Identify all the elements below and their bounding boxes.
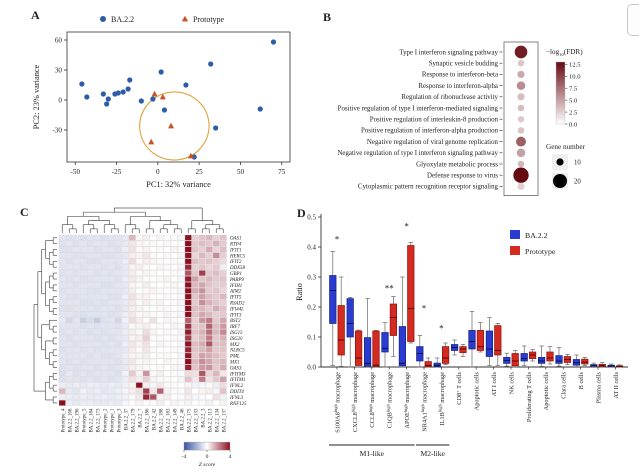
prototype-point xyxy=(148,139,154,145)
svg-text:30: 30 xyxy=(54,66,62,75)
panel-b-go-dotplot xyxy=(316,6,639,202)
ba22-point xyxy=(104,101,109,106)
ba22-point xyxy=(150,96,155,101)
pathway-dot xyxy=(516,137,526,147)
svg-text:Prototype: Prototype xyxy=(525,247,556,256)
pathway-dot xyxy=(517,93,524,100)
ba22-point xyxy=(127,77,132,82)
ba22-point xyxy=(84,94,89,99)
pathway-dot xyxy=(517,183,524,190)
boxplot-pair xyxy=(364,299,379,367)
svg-text:Prototype_4: Prototype_4 xyxy=(61,408,67,433)
svg-text:BA.2.2: BA.2.2 xyxy=(111,15,135,24)
svg-text:IFNL3: IFNL3 xyxy=(230,395,244,401)
pathway-dot xyxy=(518,161,525,168)
column-dendrogram xyxy=(62,208,223,233)
sample-labels xyxy=(61,408,227,432)
svg-text:HERC5: HERC5 xyxy=(230,254,246,260)
boxplot-pair xyxy=(330,252,345,367)
pathway-dot xyxy=(518,105,525,112)
pathway-label: Positive regulation of type I interferon-mediated signaling xyxy=(337,105,498,113)
svg-text:IFITM3: IFITM3 xyxy=(230,372,246,378)
category-label: $APOE^{high}$ macrophage xyxy=(402,372,411,429)
svg-text:RSAD2: RSAD2 xyxy=(230,301,245,307)
pathway-label: Negative regulation of viral genome replication xyxy=(366,138,498,146)
group-label: M2-like xyxy=(420,449,445,458)
boxplot-pair xyxy=(417,336,432,368)
svg-text:4: 4 xyxy=(228,454,232,461)
pathway-label: Positive regulation of interleukin-8 production xyxy=(369,116,498,124)
pathway-label: Type I interferon signaling pathway xyxy=(399,49,498,57)
svg-text:BA.2.2_137: BA.2.2_137 xyxy=(222,408,228,433)
svg-text:RTP4: RTP4 xyxy=(230,242,242,248)
category-label: $IL1B^{high}$ macrophage xyxy=(437,372,446,426)
svg-text:0: 0 xyxy=(205,454,209,461)
svg-text:RNF125: RNF125 xyxy=(230,401,247,407)
ratio-axis xyxy=(295,213,321,371)
prototype-point xyxy=(152,91,158,97)
boxplot-pair xyxy=(399,243,414,368)
category-label: Plasma cells xyxy=(595,372,603,404)
ba22-point xyxy=(121,89,126,94)
boxplot-pair xyxy=(434,343,449,367)
svg-text:75: 75 xyxy=(278,168,286,176)
category-label: Proliferating T cells xyxy=(525,372,533,423)
category-label: Apoptotic cells xyxy=(543,372,551,411)
panel-b-label: B xyxy=(323,10,332,24)
pca-legend xyxy=(100,15,225,24)
svg-text:BST2: BST2 xyxy=(230,319,241,325)
ba22-point xyxy=(208,61,213,66)
gene-number-legend xyxy=(546,143,586,189)
svg-text:IFITM1: IFITM1 xyxy=(230,378,246,384)
svg-text:0.3: 0.3 xyxy=(307,273,316,282)
panel-a-label: A xyxy=(31,8,40,22)
pathway-label: Synaptic vesicle budding xyxy=(428,60,498,68)
svg-text:PC1: 32% variance: PC1: 32% variance xyxy=(146,180,211,189)
svg-text:BA.2.2_196: BA.2.2_196 xyxy=(75,408,81,433)
cell-ratio-boxplot xyxy=(293,202,639,474)
group-label: M1-like xyxy=(359,449,385,458)
svg-text:BA.2.2_175: BA.2.2_175 xyxy=(187,408,193,433)
pathway-dot xyxy=(517,81,526,90)
ba22-point xyxy=(183,82,188,87)
svg-text:BA.2.2_186: BA.2.2_186 xyxy=(145,408,151,433)
svg-text:7.5: 7.5 xyxy=(569,85,578,93)
boxplot-pair xyxy=(451,340,466,357)
svg-text:IFIH1: IFIH1 xyxy=(230,283,243,289)
boxplot-pair xyxy=(538,346,553,366)
category-label: $CCL8^{high}$ macrophage xyxy=(368,372,377,428)
svg-text:0.0: 0.0 xyxy=(569,121,578,129)
svg-text:PC2: 23% variance: PC2: 23% variance xyxy=(32,64,41,130)
category-label: AT II cells xyxy=(612,372,620,399)
panel-d-boxplot xyxy=(293,202,639,474)
pathway-label: Cytoplasmic pattern recognition receptor signaling xyxy=(357,183,498,191)
pathway-label: Regulation of ribonuclease activity xyxy=(401,94,498,102)
svg-text:Prototype_5: Prototype_5 xyxy=(82,408,88,433)
boxplot-pair xyxy=(556,348,571,367)
category-label: $NR4A1^{high}$ macrophage xyxy=(420,372,429,432)
category-label: NK cells xyxy=(508,372,516,395)
svg-text:0.4: 0.4 xyxy=(307,243,316,252)
svg-text:IFNL2: IFNL2 xyxy=(230,384,244,390)
svg-text:Prototype_1: Prototype_1 xyxy=(110,408,116,433)
svg-text:-4: -4 xyxy=(181,454,187,461)
pathway-dot xyxy=(513,168,528,183)
boxplot-legend xyxy=(510,230,556,256)
boxplot-pair xyxy=(486,318,501,366)
category-label: $S100A8^{high}$ macrophage xyxy=(333,372,342,433)
pathway-label: Response to interferon-beta xyxy=(421,71,498,79)
svg-text:0.2: 0.2 xyxy=(307,303,316,312)
pathway-dot xyxy=(518,127,525,134)
svg-text:0.0: 0.0 xyxy=(307,363,316,372)
svg-text:BA.2.2_46: BA.2.2_46 xyxy=(180,408,186,431)
ba22-point xyxy=(213,125,218,130)
ba22-point xyxy=(101,91,106,96)
zscore-colorbar xyxy=(182,442,232,468)
pathway-dot xyxy=(518,60,525,67)
svg-text:BA.2.2_37: BA.2.2_37 xyxy=(124,408,130,431)
svg-text:60: 60 xyxy=(54,36,62,45)
svg-text:Z score: Z score xyxy=(198,462,216,469)
pathway-dot xyxy=(518,116,525,123)
svg-text:Gene number: Gene number xyxy=(546,143,585,151)
svg-text:Prototype_2: Prototype_2 xyxy=(103,408,109,433)
pca-scatter-plot xyxy=(25,4,317,202)
svg-text:BA.2.2_113: BA.2.2_113 xyxy=(208,408,214,433)
ba22-point xyxy=(126,86,131,91)
pathway-label: Defense response to virus xyxy=(427,172,498,180)
ba22-point xyxy=(79,81,84,86)
svg-text:BA.2.2_188: BA.2.2_188 xyxy=(159,408,165,433)
svg-text:0.5: 0.5 xyxy=(307,213,316,222)
panel-d-label: D xyxy=(297,206,306,220)
boxplot-pair xyxy=(382,297,397,368)
svg-text:DDX58: DDX58 xyxy=(230,266,245,272)
svg-text:10: 10 xyxy=(574,159,581,167)
svg-text:BA.2.2_42: BA.2.2_42 xyxy=(152,408,158,431)
ba22-point xyxy=(162,107,167,112)
svg-text:NLRC5: NLRC5 xyxy=(230,348,245,354)
ba22-point xyxy=(116,90,121,95)
boxplot-pair xyxy=(521,346,536,366)
svg-text:GBP1: GBP1 xyxy=(230,271,242,277)
svg-text:ISG15: ISG15 xyxy=(230,330,243,336)
ba22-point xyxy=(139,98,144,103)
significance-marker: * xyxy=(439,323,444,334)
svg-text:5.0: 5.0 xyxy=(569,97,578,105)
svg-text:2.5: 2.5 xyxy=(569,109,578,117)
svg-text:BA.2.2_134: BA.2.2_134 xyxy=(215,408,221,433)
svg-text:Prototype_3: Prototype_3 xyxy=(117,408,123,433)
category-label: CD8+ T cells xyxy=(455,372,464,405)
svg-text:Ratio: Ratio xyxy=(295,283,304,301)
svg-text:PARP9: PARP9 xyxy=(230,277,244,283)
pathway-dot xyxy=(517,149,526,158)
panel-c-heatmap xyxy=(14,202,304,474)
gene-expression-heatmap xyxy=(14,202,304,474)
ba22-point xyxy=(106,96,111,101)
svg-text:OAS1: OAS1 xyxy=(230,236,242,242)
svg-text:BA.2.2_3: BA.2.2_3 xyxy=(201,408,207,428)
svg-text:Prototype: Prototype xyxy=(193,15,225,24)
svg-text:IFIT5: IFIT5 xyxy=(230,295,242,301)
gene-labels xyxy=(229,237,247,407)
svg-text:-25: -25 xyxy=(111,168,122,176)
category-label: AT I cells xyxy=(491,372,498,397)
svg-text:IFIT1: IFIT1 xyxy=(230,248,242,254)
svg-text:IFIT2: IFIT2 xyxy=(230,260,242,266)
boxplot-pair xyxy=(347,297,362,367)
row-dendrogram xyxy=(34,238,57,403)
significance-marker: * xyxy=(404,221,409,232)
category-label: Apoptotic cells xyxy=(473,372,481,411)
svg-text:BA.2.2_184: BA.2.2_184 xyxy=(89,408,95,433)
boxplot-pair xyxy=(573,355,588,367)
svg-text:MX2: MX2 xyxy=(230,342,240,348)
svg-text:−log10(FDR): $-\log_{10}(FDR)$ xyxy=(546,48,583,57)
svg-text:-30: -30 xyxy=(52,126,62,135)
svg-text:BA.2.2_173: BA.2.2_173 xyxy=(96,408,102,433)
svg-text:20: 20 xyxy=(574,178,581,186)
svg-text:DDIT4: DDIT4 xyxy=(230,389,244,395)
prototype-cluster-ellipse xyxy=(135,88,213,165)
svg-text:ISG20: ISG20 xyxy=(230,336,243,342)
svg-text:MX1: MX1 xyxy=(230,360,240,366)
pathway-label: Response to interferon-alpha xyxy=(418,82,498,90)
boxplot-pair xyxy=(608,364,623,367)
ba22-point xyxy=(271,39,276,44)
svg-text:0: 0 xyxy=(156,168,160,176)
svg-text:AIM2: AIM2 xyxy=(230,289,242,295)
svg-text:12.5: 12.5 xyxy=(569,61,581,69)
svg-text:BA.2.2: BA.2.2 xyxy=(525,231,548,240)
pathway-dot xyxy=(515,46,528,59)
ba22-point xyxy=(258,106,263,111)
significance-marker: * xyxy=(421,303,427,314)
panel-a-pca xyxy=(25,4,317,202)
category-label: $C1QB^{high}$ macrophage xyxy=(385,372,394,429)
svg-text:0: 0 xyxy=(58,96,62,105)
svg-text:-50: -50 xyxy=(70,168,81,176)
pathway-dot xyxy=(517,71,524,78)
svg-text:BA.2.2_7: BA.2.2_7 xyxy=(138,408,144,428)
svg-text:BA.2.2_149: BA.2.2_149 xyxy=(173,408,179,433)
pathway-label: Positive regulation of interferon-alpha production xyxy=(360,127,498,135)
boxplot-pair xyxy=(504,351,519,368)
boxplot-pair xyxy=(591,363,606,368)
pathway-label: Glyoxylate metabolic process xyxy=(416,161,498,169)
go-enrichment-dotplot xyxy=(316,6,639,202)
svg-text:IFI44L: IFI44L xyxy=(230,307,244,313)
svg-text:25: 25 xyxy=(195,168,203,176)
category-label: Clara cells xyxy=(560,372,568,399)
clipped-ui-fragment xyxy=(627,4,639,36)
svg-text:BA.2.2_179: BA.2.2_179 xyxy=(131,408,137,433)
category-label: B cells xyxy=(578,372,585,390)
panel-c-label: C xyxy=(20,205,29,219)
ba22-point xyxy=(159,69,164,74)
category-label: $CXCL8^{high}$ macrophage xyxy=(350,372,359,433)
svg-text:50: 50 xyxy=(236,168,245,176)
pathway-label: Negative regulation of type I interferon signaling pathway xyxy=(337,150,498,158)
svg-text:BA.2.2_168: BA.2.2_168 xyxy=(68,408,74,433)
svg-text:OAS3: OAS3 xyxy=(230,366,242,372)
svg-text:0.1: 0.1 xyxy=(307,333,316,342)
fdr-colorbar-legend xyxy=(546,48,583,128)
svg-text:BA.2.2_133: BA.2.2_133 xyxy=(194,408,200,433)
svg-text:IRF7: IRF7 xyxy=(230,325,241,331)
svg-text:IFIT3: IFIT3 xyxy=(230,313,242,319)
significance-marker: * xyxy=(334,234,340,245)
boxplot-pair xyxy=(469,312,484,368)
pca-axes xyxy=(32,36,286,189)
significance-marker: ** xyxy=(384,283,394,294)
heatmap-cells xyxy=(59,235,227,406)
svg-text:BA.2.2_183: BA.2.2_183 xyxy=(166,408,172,433)
svg-text:PML: PML xyxy=(230,354,240,360)
prototype-point xyxy=(168,123,174,129)
svg-text:10.0: 10.0 xyxy=(569,73,581,81)
